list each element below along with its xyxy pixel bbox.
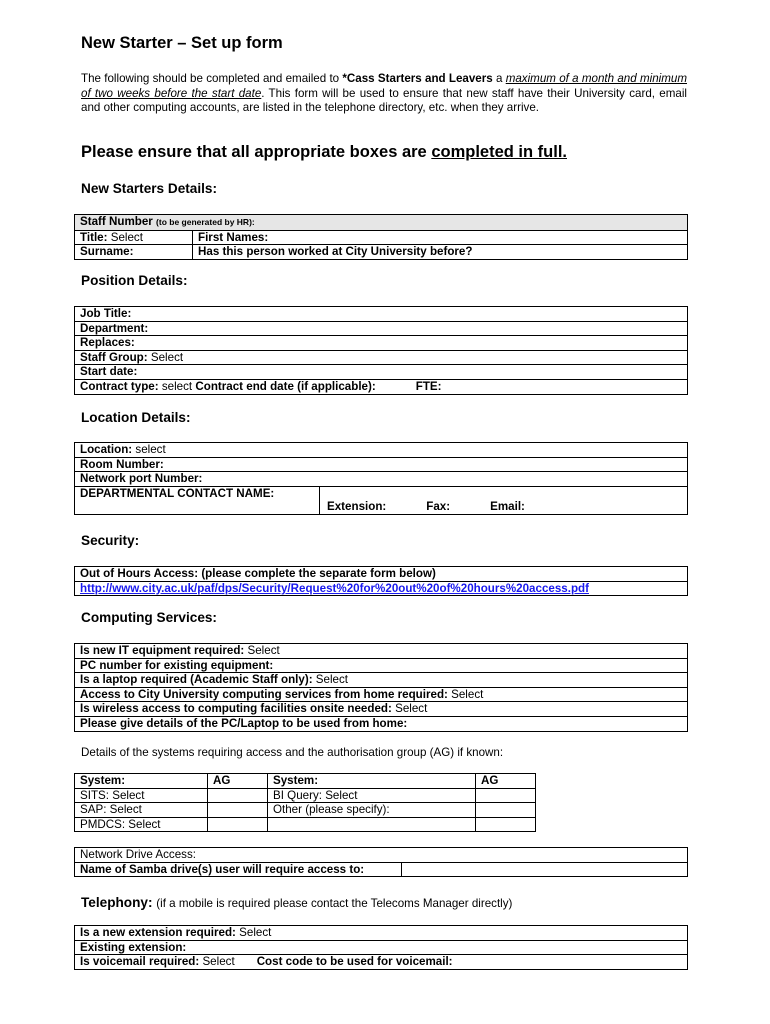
- system-cell[interactable]: PMDCS: Select: [75, 817, 208, 832]
- job-title-label: Job Title:: [80, 307, 132, 320]
- computing-row[interactable]: [75, 673, 688, 688]
- out-of-hours-row: [75, 567, 688, 582]
- system-header: [75, 774, 208, 789]
- surname-label: Surname:: [80, 245, 134, 259]
- cost-code-label: Cost code to be used for voicemail:: [256, 955, 453, 969]
- fax-label: Fax:: [426, 500, 451, 514]
- ag-cell[interactable]: [476, 803, 536, 818]
- extension-label: Extension:: [327, 500, 387, 514]
- ag-cell[interactable]: [476, 788, 536, 803]
- replaces-field[interactable]: [75, 336, 688, 351]
- out-of-hours-label: Out of Hours Access: (please complete the separate form below): [80, 567, 436, 580]
- email-label: Email:: [490, 500, 525, 514]
- computing-row-label: PC number for existing equipment:: [80, 658, 274, 672]
- room-label: Room Number:: [80, 457, 164, 471]
- location-table: [74, 442, 688, 515]
- samba-label-cell: [75, 862, 402, 877]
- first-names-field[interactable]: [193, 230, 688, 245]
- staff-group-field[interactable]: [75, 350, 688, 365]
- system-cell[interactable]: Other (please specify):: [268, 803, 476, 818]
- ag-cell[interactable]: [208, 817, 268, 832]
- existing-extension-label: Existing extension:: [80, 940, 187, 954]
- first-names-label: First Names:: [198, 230, 269, 244]
- computing-row-label: Please give details of the PC/Laptop to be used from home:: [80, 716, 408, 730]
- system-header-2: [268, 774, 476, 789]
- contact-details-field[interactable]: [320, 486, 688, 514]
- staff-number-field[interactable]: [75, 215, 688, 231]
- new-starter-heading: New Starters Details:: [81, 181, 217, 196]
- location-select[interactable]: select: [135, 443, 166, 456]
- computing-row-select[interactable]: Select: [395, 702, 428, 716]
- security-table: [74, 566, 688, 596]
- fte-label: FTE:: [415, 379, 442, 393]
- location-heading: Location Details:: [81, 410, 191, 425]
- intro-paragraph: [81, 72, 687, 116]
- computing-table: [74, 643, 688, 732]
- contract-field[interactable]: [75, 379, 688, 394]
- computing-row[interactable]: [75, 658, 688, 673]
- worked-before-label: Has this person worked at City University before?: [198, 245, 473, 259]
- computing-row-select[interactable]: Select: [247, 644, 280, 657]
- system-cell[interactable]: SAP: Select: [75, 803, 208, 818]
- page-title: New Starter – Set up form: [81, 34, 283, 52]
- contract-type-label: Contract type:: [80, 379, 159, 393]
- ensure-notice: [81, 143, 567, 162]
- job-title-field[interactable]: [75, 307, 688, 322]
- replaces-label: Replaces:: [80, 336, 135, 350]
- new-extension-label: Is a new extension required:: [80, 926, 236, 939]
- ensure-emphasis: completed in full.: [431, 143, 567, 161]
- security-link-row: [75, 581, 688, 596]
- position-heading: Position Details:: [81, 273, 188, 288]
- network-drive-row: Network Drive Access:: [75, 848, 688, 863]
- department-label: Department:: [80, 321, 149, 335]
- telephony-heading: [81, 895, 512, 910]
- ag-cell[interactable]: [208, 788, 268, 803]
- computing-row-label: Is new IT equipment required:: [80, 644, 245, 657]
- system-col-label: System:: [80, 774, 126, 787]
- computing-row[interactable]: [75, 644, 688, 659]
- computing-heading: Computing Services:: [81, 610, 217, 625]
- network-table: [74, 847, 688, 877]
- ag-cell[interactable]: [476, 817, 536, 832]
- intro-recipient: *Cass Starters and Leavers: [342, 72, 493, 85]
- computing-row[interactable]: [75, 716, 688, 731]
- network-port-label: Network port Number:: [80, 472, 203, 486]
- ag-col-label-2: AG: [481, 774, 499, 787]
- room-field[interactable]: [75, 457, 688, 472]
- start-date-field[interactable]: [75, 365, 688, 380]
- title-label: Title:: [80, 230, 108, 244]
- ag-header: [208, 774, 268, 789]
- voicemail-field[interactable]: [75, 955, 688, 970]
- network-port-field[interactable]: [75, 472, 688, 487]
- samba-input[interactable]: [402, 862, 688, 877]
- intro-deadline: maximum of a month and minimum of two weeks before the start date: [81, 72, 687, 100]
- system-cell[interactable]: BI Query: Select: [268, 788, 476, 803]
- computing-row-label: Is wireless access to computing facilities onsite needed:: [80, 702, 392, 716]
- intro-text: The following should be completed and emailed to: [81, 72, 343, 85]
- ag-col-label: AG: [213, 774, 231, 787]
- telephony-table: [74, 925, 688, 970]
- systems-intro: Details of the systems requiring access and the authorisation group (AG) if known:: [81, 746, 504, 759]
- worked-before-field[interactable]: [193, 245, 688, 260]
- ensure-prefix: Please ensure that all appropriate boxes are: [81, 143, 432, 161]
- intro-text-2: a: [492, 72, 506, 85]
- systems-table: [74, 773, 536, 832]
- title-select[interactable]: Select: [110, 230, 143, 244]
- position-table: [74, 306, 688, 395]
- voicemail-label: Is voicemail required:: [80, 955, 200, 969]
- staff-number-label: Staff Number: [80, 215, 153, 228]
- department-field[interactable]: [75, 321, 688, 336]
- ag-cell[interactable]: [208, 803, 268, 818]
- staff-number-note: (to be generated by HR):: [156, 217, 255, 227]
- existing-extension-field[interactable]: [75, 940, 688, 955]
- computing-row-select[interactable]: Select: [315, 673, 349, 687]
- location-label: Location:: [80, 443, 133, 456]
- system-cell[interactable]: SITS: Select: [75, 788, 208, 803]
- system-cell[interactable]: [268, 817, 476, 832]
- security-heading: Security:: [81, 533, 140, 548]
- new-extension-field[interactable]: [75, 926, 688, 941]
- staff-group-label: Staff Group:: [80, 350, 148, 364]
- contact-name-label: DEPARTMENTAL CONTACT NAME:: [80, 486, 275, 500]
- computing-row-select[interactable]: Select: [451, 687, 484, 701]
- computing-row-label: Is a laptop required (Academic Staff only):: [80, 673, 313, 687]
- computing-row-label: Access to City University computing services from home required:: [80, 687, 448, 701]
- contract-end-label: Contract end date (if applicable):: [195, 379, 376, 393]
- system-col-label-2: System:: [273, 774, 319, 787]
- new-extension-select[interactable]: Select: [239, 926, 272, 939]
- intro-text-3: . This form will be used to ensure that new staff have their University card, email and other computing accounts, are listed in the telephone directory, etc. when they arrive.: [81, 86, 687, 115]
- contract-type-select[interactable]: select: [161, 379, 193, 393]
- surname-field[interactable]: [75, 245, 193, 260]
- contact-name-field[interactable]: [75, 486, 320, 514]
- title-field[interactable]: [75, 230, 193, 245]
- computing-row[interactable]: [75, 687, 688, 702]
- voicemail-select[interactable]: Select: [202, 955, 235, 969]
- samba-label: Name of Samba drive(s) user will require access to:: [80, 862, 365, 876]
- location-field[interactable]: [75, 443, 688, 458]
- staff-group-select[interactable]: Select: [150, 350, 184, 364]
- start-date-label: Start date:: [80, 365, 138, 379]
- telephony-title: Telephony:: [81, 895, 153, 910]
- ag-header-2: [476, 774, 536, 789]
- security-form-link[interactable]: http://www.city.ac.uk/paf/dps/Security/Request%20for%20out%20of%20hours%20access.pdf: [80, 581, 589, 595]
- telephony-note: (if a mobile is required please contact the Telecoms Manager directly): [156, 897, 513, 910]
- new-starter-table: [74, 214, 688, 260]
- computing-row[interactable]: [75, 702, 688, 717]
